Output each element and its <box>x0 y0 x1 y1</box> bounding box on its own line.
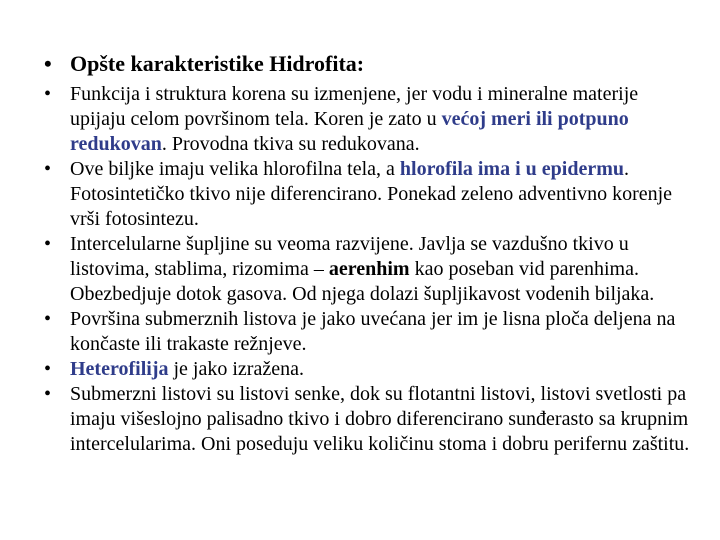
slide-title: Opšte karakteristike Hidrofita: <box>70 51 365 76</box>
highlight-text: hlorofila ima i u epidermu <box>399 158 624 180</box>
list-item-heterophylly <box>44 357 694 382</box>
item-text: . Fotosintetičko tkivo nije diferencirano. Ponekad zeleno adventivno korenje vrši fotosintezu. <box>70 158 673 230</box>
bullet-icon: • <box>44 158 52 180</box>
bold-term: aerenhim <box>328 258 410 280</box>
item-text: kao poseban vid parenhima. Obezbedjuje dotok gasova. Od njega dolazi šupljikavost vodenih biljaka. <box>70 258 655 305</box>
characteristics-list <box>44 82 694 457</box>
item-text: . Provodna tkiva su redukovana. <box>161 133 420 155</box>
item-text: Funkcija i struktura korena su izmenjene, jer vodu i mineralne materije upijaju celom površinom tela. Koren je zato u <box>70 83 639 130</box>
list-item-chlorophyll <box>44 157 694 232</box>
bullet-icon: • <box>44 233 52 255</box>
list-item-aerenchyma <box>44 232 694 307</box>
item-text: Površina submerznih listova je jako uvećana jer im je lisna ploča deljena na končaste ili trakaste režnjeve. <box>70 308 676 355</box>
bullet-icon: • <box>44 358 52 380</box>
bullet-icon: • <box>44 83 52 105</box>
bullet-icon: • <box>44 308 52 330</box>
highlight-text: većoj meri ili potpuno redukovan <box>70 108 629 155</box>
bullet-icon: • <box>44 51 52 76</box>
item-text: Submerzni listovi su listovi senke, dok su flotantni listovi, listovi svetlosti pa imaju višeslojno palisadno tkivo i dobro diferencirano sunđerasto sa krupnim intercelularima. Oni poseduju veliku količinu stoma i dobru perifernu zaštitu. <box>70 383 690 455</box>
highlight-text: Heterofilija <box>70 358 169 380</box>
item-text: Intercelularne šupljine su veoma razvijene. Javlja se vazdušno tkivo u listovima, stablima, rizomima – <box>70 233 629 280</box>
bullet-icon: • <box>44 383 52 405</box>
list-item-leaf-surface <box>44 307 694 357</box>
item-text: Ove biljke imaju velika hlorofilna tela, a <box>70 158 400 180</box>
list-item-roots <box>44 82 694 157</box>
item-text: je jako izražena. <box>168 358 304 380</box>
list-item-leaf-types <box>44 382 694 457</box>
